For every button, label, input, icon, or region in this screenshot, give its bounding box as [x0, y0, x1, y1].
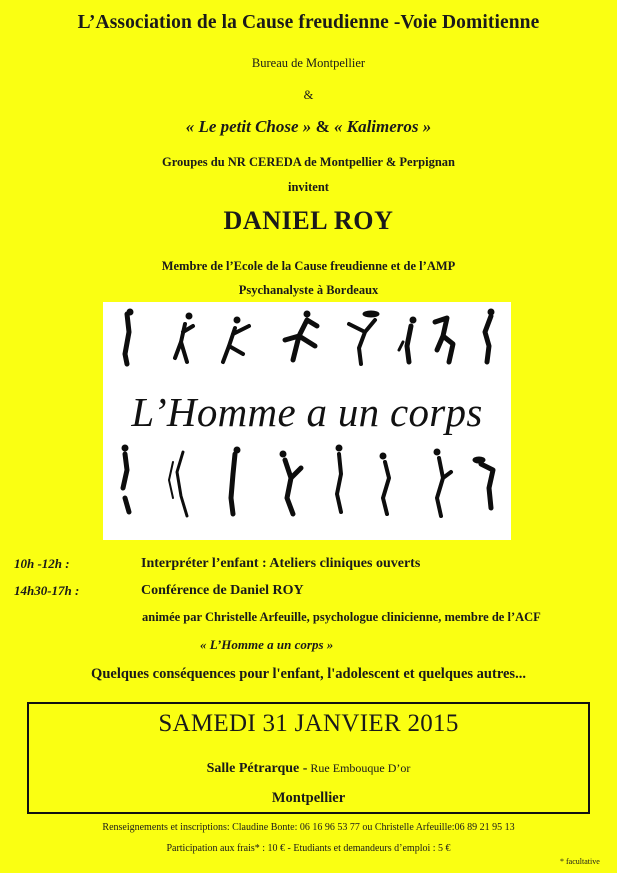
venue-street: Rue Embouque D’or: [307, 761, 411, 775]
figure-top-3: [223, 317, 249, 362]
speaker-role: Psychanalyste à Bordeaux: [238, 283, 379, 297]
bureau-line: Bureau de Montpellier: [251, 56, 366, 70]
figure-top-5: [349, 311, 379, 364]
conference-moderator: animée par Christelle Arfeuille, psychologue clinicienne, membre de l’ACF: [142, 610, 541, 624]
conference-title: « L’Homme a un corps »: [200, 637, 334, 652]
speaker-name: DANIEL ROY: [223, 206, 394, 235]
contact-info: Renseignements et inscriptions: Claudine Bonte: 06 16 96 53 77 ou Christelle Arfeuille:06 89 21 95 13: [102, 822, 515, 833]
schedule-time: 10h -12h :: [14, 556, 70, 571]
figure-top-8: [485, 309, 494, 362]
schedule-activity: Conférence de Daniel ROY: [141, 583, 304, 598]
figure-bottom-1: [122, 445, 129, 512]
schedule-time: 14h30-17h :: [14, 583, 80, 598]
event-city: Montpellier: [271, 790, 346, 806]
footnote: * facultative: [560, 857, 600, 866]
figure-top-4: [285, 311, 317, 360]
figure-bottom-2: [169, 452, 187, 516]
group-kalimeros: « Kalimeros »: [333, 117, 432, 136]
figure-bottom-6: [380, 453, 389, 514]
figure-top-7: [435, 318, 453, 362]
group-petit-chose: « Le petit Chose »: [185, 117, 312, 136]
conference-subtitle: Quelques conséquences pour l'enfant, l'adolescent et quelques autres...: [91, 666, 526, 682]
venue-hall: Salle Pétrarque -: [206, 761, 308, 776]
fee-info: Participation aux frais* : 10 € - Etudiants et demandeurs d’emploi : 5 €: [166, 843, 451, 854]
figure-bottom-8: [473, 457, 493, 508]
figure-top-2: [175, 313, 193, 362]
figure-bottom-7: [434, 449, 451, 516]
figure-top-6: [399, 317, 416, 362]
figure-bottom-5: [336, 445, 342, 512]
event-venue: [29, 761, 588, 777]
figure-bottom-4: [280, 451, 301, 514]
cereda-line: Groupes du NR CEREDA de Montpellier & Perpignan: [162, 155, 455, 169]
invitent-line: invitent: [288, 180, 329, 194]
ampersand-line: &: [303, 88, 314, 102]
schedule-activity: Interpréter l’enfant : Ateliers cliniques ouverts: [141, 556, 421, 571]
figure-bottom-3: [231, 447, 240, 514]
event-box: [27, 702, 590, 814]
groups-line: [0, 117, 617, 137]
artwork-panel: [103, 302, 511, 540]
event-date: SAMEDI 31 JANVIER 2015: [158, 710, 459, 737]
association-title: L’Association de la Cause freudienne -Voie Domitienne: [77, 12, 540, 33]
speaker-membership: Membre de l’Ecole de la Cause freudienne et de l’AMP: [161, 259, 456, 273]
groups-amp: &: [311, 117, 334, 136]
figure-top-1: [125, 309, 133, 364]
artwork-title: L’Homme a un corps: [131, 389, 483, 435]
